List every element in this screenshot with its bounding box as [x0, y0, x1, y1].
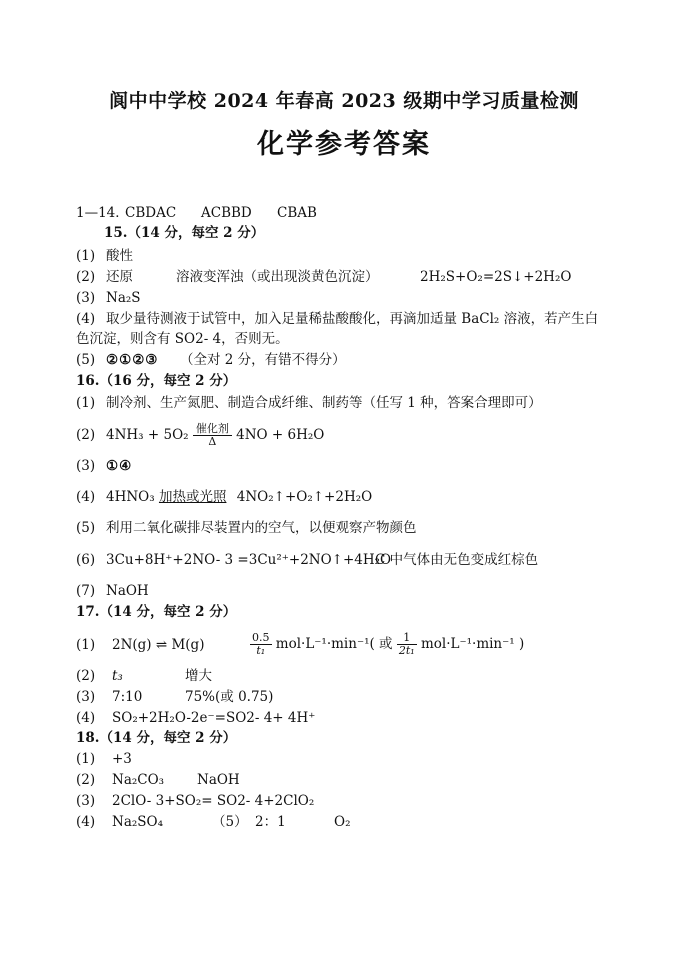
- q16-a2-label: (2): [76, 427, 96, 443]
- q15-a5-label: (5): [76, 352, 96, 368]
- q17-a1-fraction-2: [397, 632, 417, 657]
- q16-a7: NaOH: [106, 583, 149, 599]
- q18-a2-label: (2): [76, 772, 96, 788]
- q18-a4-label: (4): [76, 814, 96, 830]
- q18-a4: Na₂SO₄: [112, 814, 164, 830]
- q18-a5-gas: O₂: [334, 814, 351, 830]
- q18-heading: 18.（14 分，每空 2 分）: [76, 730, 237, 746]
- q16-a2-catalyst: 催化剂: [193, 423, 232, 436]
- q18-a3: 2ClO- 3+SO₂= SO2- 4+2ClO₂: [112, 793, 315, 809]
- q17-a3-ratio: 7:10: [112, 689, 143, 705]
- q15-a2-part1: 还原: [106, 269, 133, 285]
- q15-a4-label: (4): [76, 311, 96, 327]
- q15-a4-line1: 取少量待测液于试管中，加入足量稀盐酸酸化，再滴加适量 BaCl₂ 溶液，若产生白: [106, 311, 599, 327]
- q18-a3-label: (3): [76, 793, 96, 809]
- q16-a4-label: (4): [76, 489, 96, 505]
- q16-a2-equation: [106, 418, 324, 452]
- q15-a2-part2: 溶液变浑浊（或出现淡黄色沉淀）: [176, 269, 379, 285]
- q16-a2-condition: [193, 423, 232, 448]
- q15-a2-label: (2): [76, 269, 96, 285]
- q17-heading: 17.（14 分，每空 2 分）: [76, 604, 237, 620]
- q17-a1-label: (1): [76, 637, 96, 653]
- q16-a4-condition: 加热或光照: [158, 489, 227, 505]
- q17-a3-percent: 75%(或 0.75): [185, 689, 274, 705]
- q16-a5: 利用二氧化碳排尽装置内的空气，以便观察产物颜色: [106, 520, 417, 536]
- document-title: 阆中中学校 2024 年春高 2023 级期中学习质量检测: [109, 90, 579, 112]
- q17-a4-label: (4): [76, 710, 96, 726]
- q15-a5-marks: ②①②③: [106, 352, 159, 368]
- q18-a1-label: (1): [76, 751, 96, 767]
- q17-a1-rate: [250, 624, 524, 664]
- q15-a1-label: (1): [76, 248, 96, 264]
- q15-a1: 酸性: [106, 248, 133, 264]
- q15-a3: Na₂S: [106, 290, 141, 306]
- mc-range: 1—14．: [76, 205, 129, 221]
- mc-group-2: ACBBD: [201, 205, 252, 221]
- q16-a7-label: (7): [76, 583, 96, 599]
- q16-a2-right: 4NO + 6H₂O: [236, 427, 325, 443]
- q16-a2-left: 4NH₃ + 5O₂: [106, 427, 189, 443]
- q17-a1-unit-2: mol·L⁻¹·min⁻¹ ): [420, 636, 525, 652]
- q16-a6-equation: 3Cu+8H⁺+2NO- 3 =3Cu²⁺+2NO↑+4H₂O: [106, 552, 392, 568]
- document-subtitle: 化学参考答案: [257, 129, 431, 160]
- q16-a1: 制冷剂、生产氮肥、制造合成纤维、制药等（任写 1 种，答案合理即可）: [106, 395, 542, 411]
- q16-a1-label: (1): [76, 395, 96, 411]
- q16-a4-equation: [106, 488, 372, 506]
- q15-a2-equation: 2H₂S+O₂=2S↓+2H₂O: [420, 269, 572, 285]
- mc-answers-row: [76, 204, 129, 222]
- q16-a3-label: (3): [76, 458, 96, 474]
- q15-heading: 15.（14 分，每空 2 分）: [104, 225, 265, 241]
- q17-a2-time: t₃: [112, 668, 123, 684]
- mc-group-3: CBAB: [277, 205, 317, 221]
- q17-a4: SO₂+2H₂O-2e⁻=SO2- 4+ 4H⁺: [112, 710, 316, 726]
- q17-a1-f1-denominator: t₁: [256, 644, 266, 657]
- q15-a3-label: (3): [76, 290, 96, 306]
- q17-a1-f2-denominator: 2t₁: [398, 644, 415, 657]
- mc-group-1: CBDAC: [125, 205, 177, 221]
- q16-heading: 16.（16 分，每空 2 分）: [76, 373, 237, 389]
- q15-a4-line2: 色沉淀，则含有 SO2- 4，否则无。: [76, 331, 289, 347]
- q18-a5-ratio: 2：1: [255, 814, 286, 830]
- q16-a2-heat: Δ: [208, 435, 217, 448]
- q17-a3-label: (3): [76, 689, 96, 705]
- q16-a6-observation: C 中气体由无色变成红棕色: [375, 552, 539, 568]
- q17-a2-label: (2): [76, 668, 96, 684]
- q18-a2-part2: NaOH: [197, 772, 240, 788]
- q18-a2-part1: Na₂CO₃: [112, 772, 165, 788]
- q17-a1-f2-numerator: 1: [397, 632, 417, 645]
- q17-a1-fraction-1: [250, 632, 272, 657]
- q18-a1: +3: [112, 751, 132, 767]
- q16-a6-label: (6): [76, 552, 96, 568]
- q16-a3: ①④: [106, 458, 133, 474]
- q17-a1-equation: 2N(g) ⇌ M(g): [112, 637, 205, 653]
- q15-a5-note: （全对 2 分，有错不得分）: [180, 352, 346, 368]
- q16-a5-label: (5): [76, 520, 96, 536]
- q17-a1-f1-numerator: 0.5: [252, 631, 270, 644]
- q17-a1-unit-1: mol·L⁻¹·min⁻¹( 或: [275, 636, 393, 652]
- q16-a4-left: 4HNO₃: [106, 489, 155, 505]
- q17-a2-change: 增大: [185, 668, 212, 684]
- q16-a4-right: 4NO₂↑+O₂↑+2H₂O: [236, 489, 373, 505]
- q18-a5-label: （5）: [212, 814, 248, 830]
